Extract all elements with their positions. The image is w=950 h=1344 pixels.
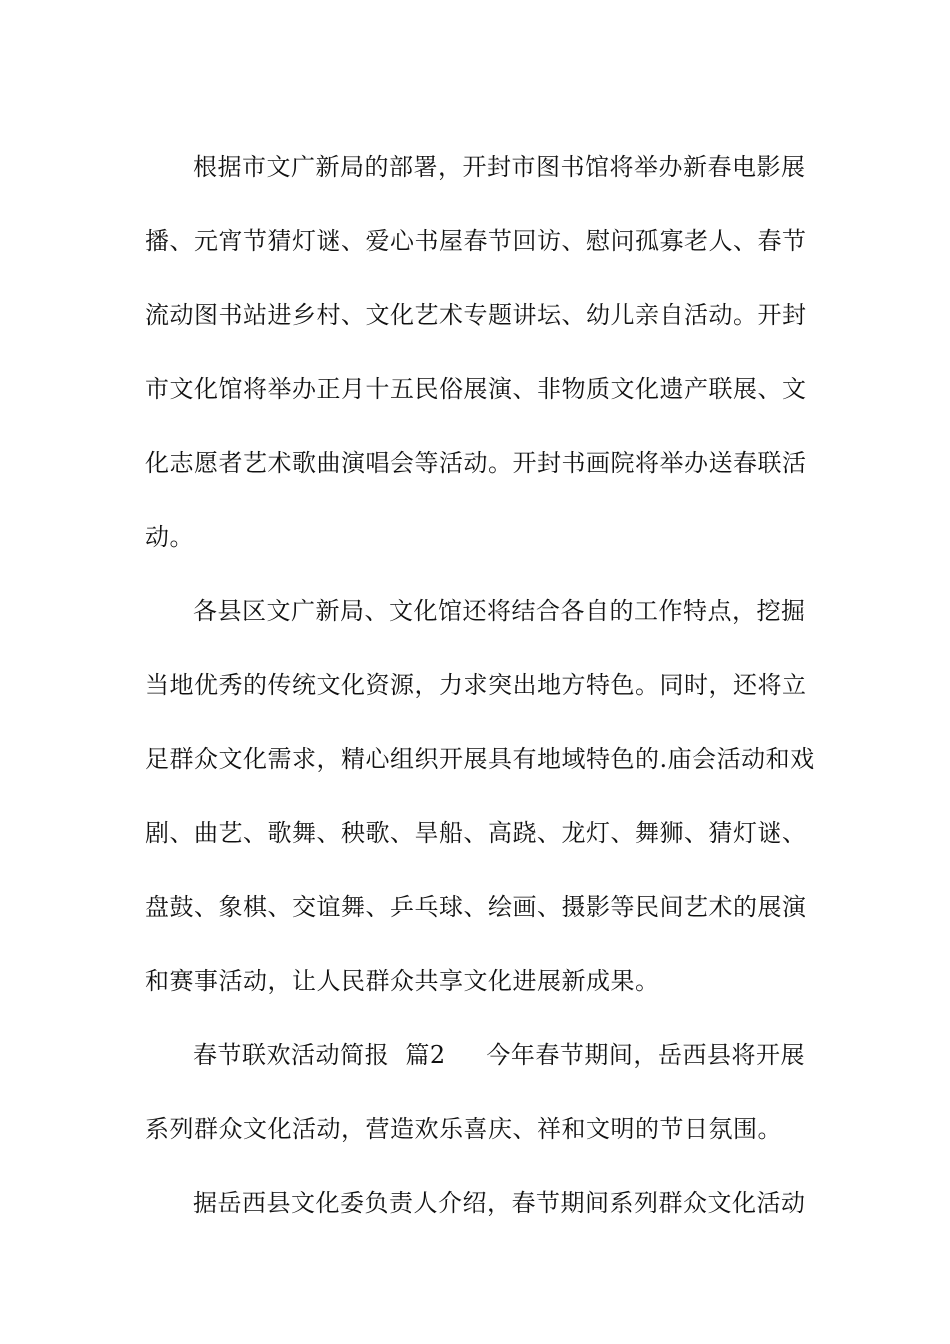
text-line: 当地优秀的传统文化资源，力求突出地方特色。同时，还将立 <box>145 671 807 699</box>
text-line: 动。 <box>145 523 194 551</box>
text-line: 各县区文广新局、文化馆还将结合各自的工作特点，挖掘 <box>193 597 806 625</box>
document-body <box>145 130 815 1240</box>
text-line: 流动图书站进乡村、文化艺术专题讲坛、幼儿亲自活动。开封 <box>145 301 807 329</box>
paragraph-2 <box>145 574 815 1018</box>
text-line: 和赛事活动，让人民群众共享文化进展新成果。 <box>145 967 660 995</box>
paragraph-4 <box>145 1166 805 1240</box>
text-line: 市文化馆将举办正月十五民俗展演、非物质文化遗产联展、文 <box>145 375 807 403</box>
text-line: 根据市文广新局的部署，开封市图书馆将举办新春电影展 <box>193 153 806 181</box>
text-line: 播、元宵节猜灯谜、爱心书屋春节回访、慰问孤寡老人、春节 <box>145 227 807 255</box>
text-line: 化志愿者艺术歌曲演唱会等活动。开封书画院将举办送春联活 <box>145 449 807 477</box>
paragraph-3 <box>145 1018 805 1166</box>
text-line: 系列群众文化活动，营造欢乐喜庆、祥和文明的节日氛围。 <box>145 1115 782 1143</box>
text-line: 剧、曲艺、歌舞、秧歌、旱船、高跷、龙灯、舞狮、猜灯谜、 <box>145 819 807 847</box>
text-line: 盘鼓、象棋、交谊舞、乒乓球、绘画、摄影等民间艺术的展演 <box>145 893 807 921</box>
text-line: 足群众文化需求，精心组织开展具有地域特色的.庙会活动和戏 <box>145 745 815 773</box>
text-line: 春节联欢活动简报 篇2 今年春节期间，岳西县将开展 <box>193 1041 805 1069</box>
text-line: 据岳西县文化委负责人介绍，春节期间系列群众文化活动 <box>193 1189 806 1217</box>
paragraph-1 <box>145 130 805 574</box>
